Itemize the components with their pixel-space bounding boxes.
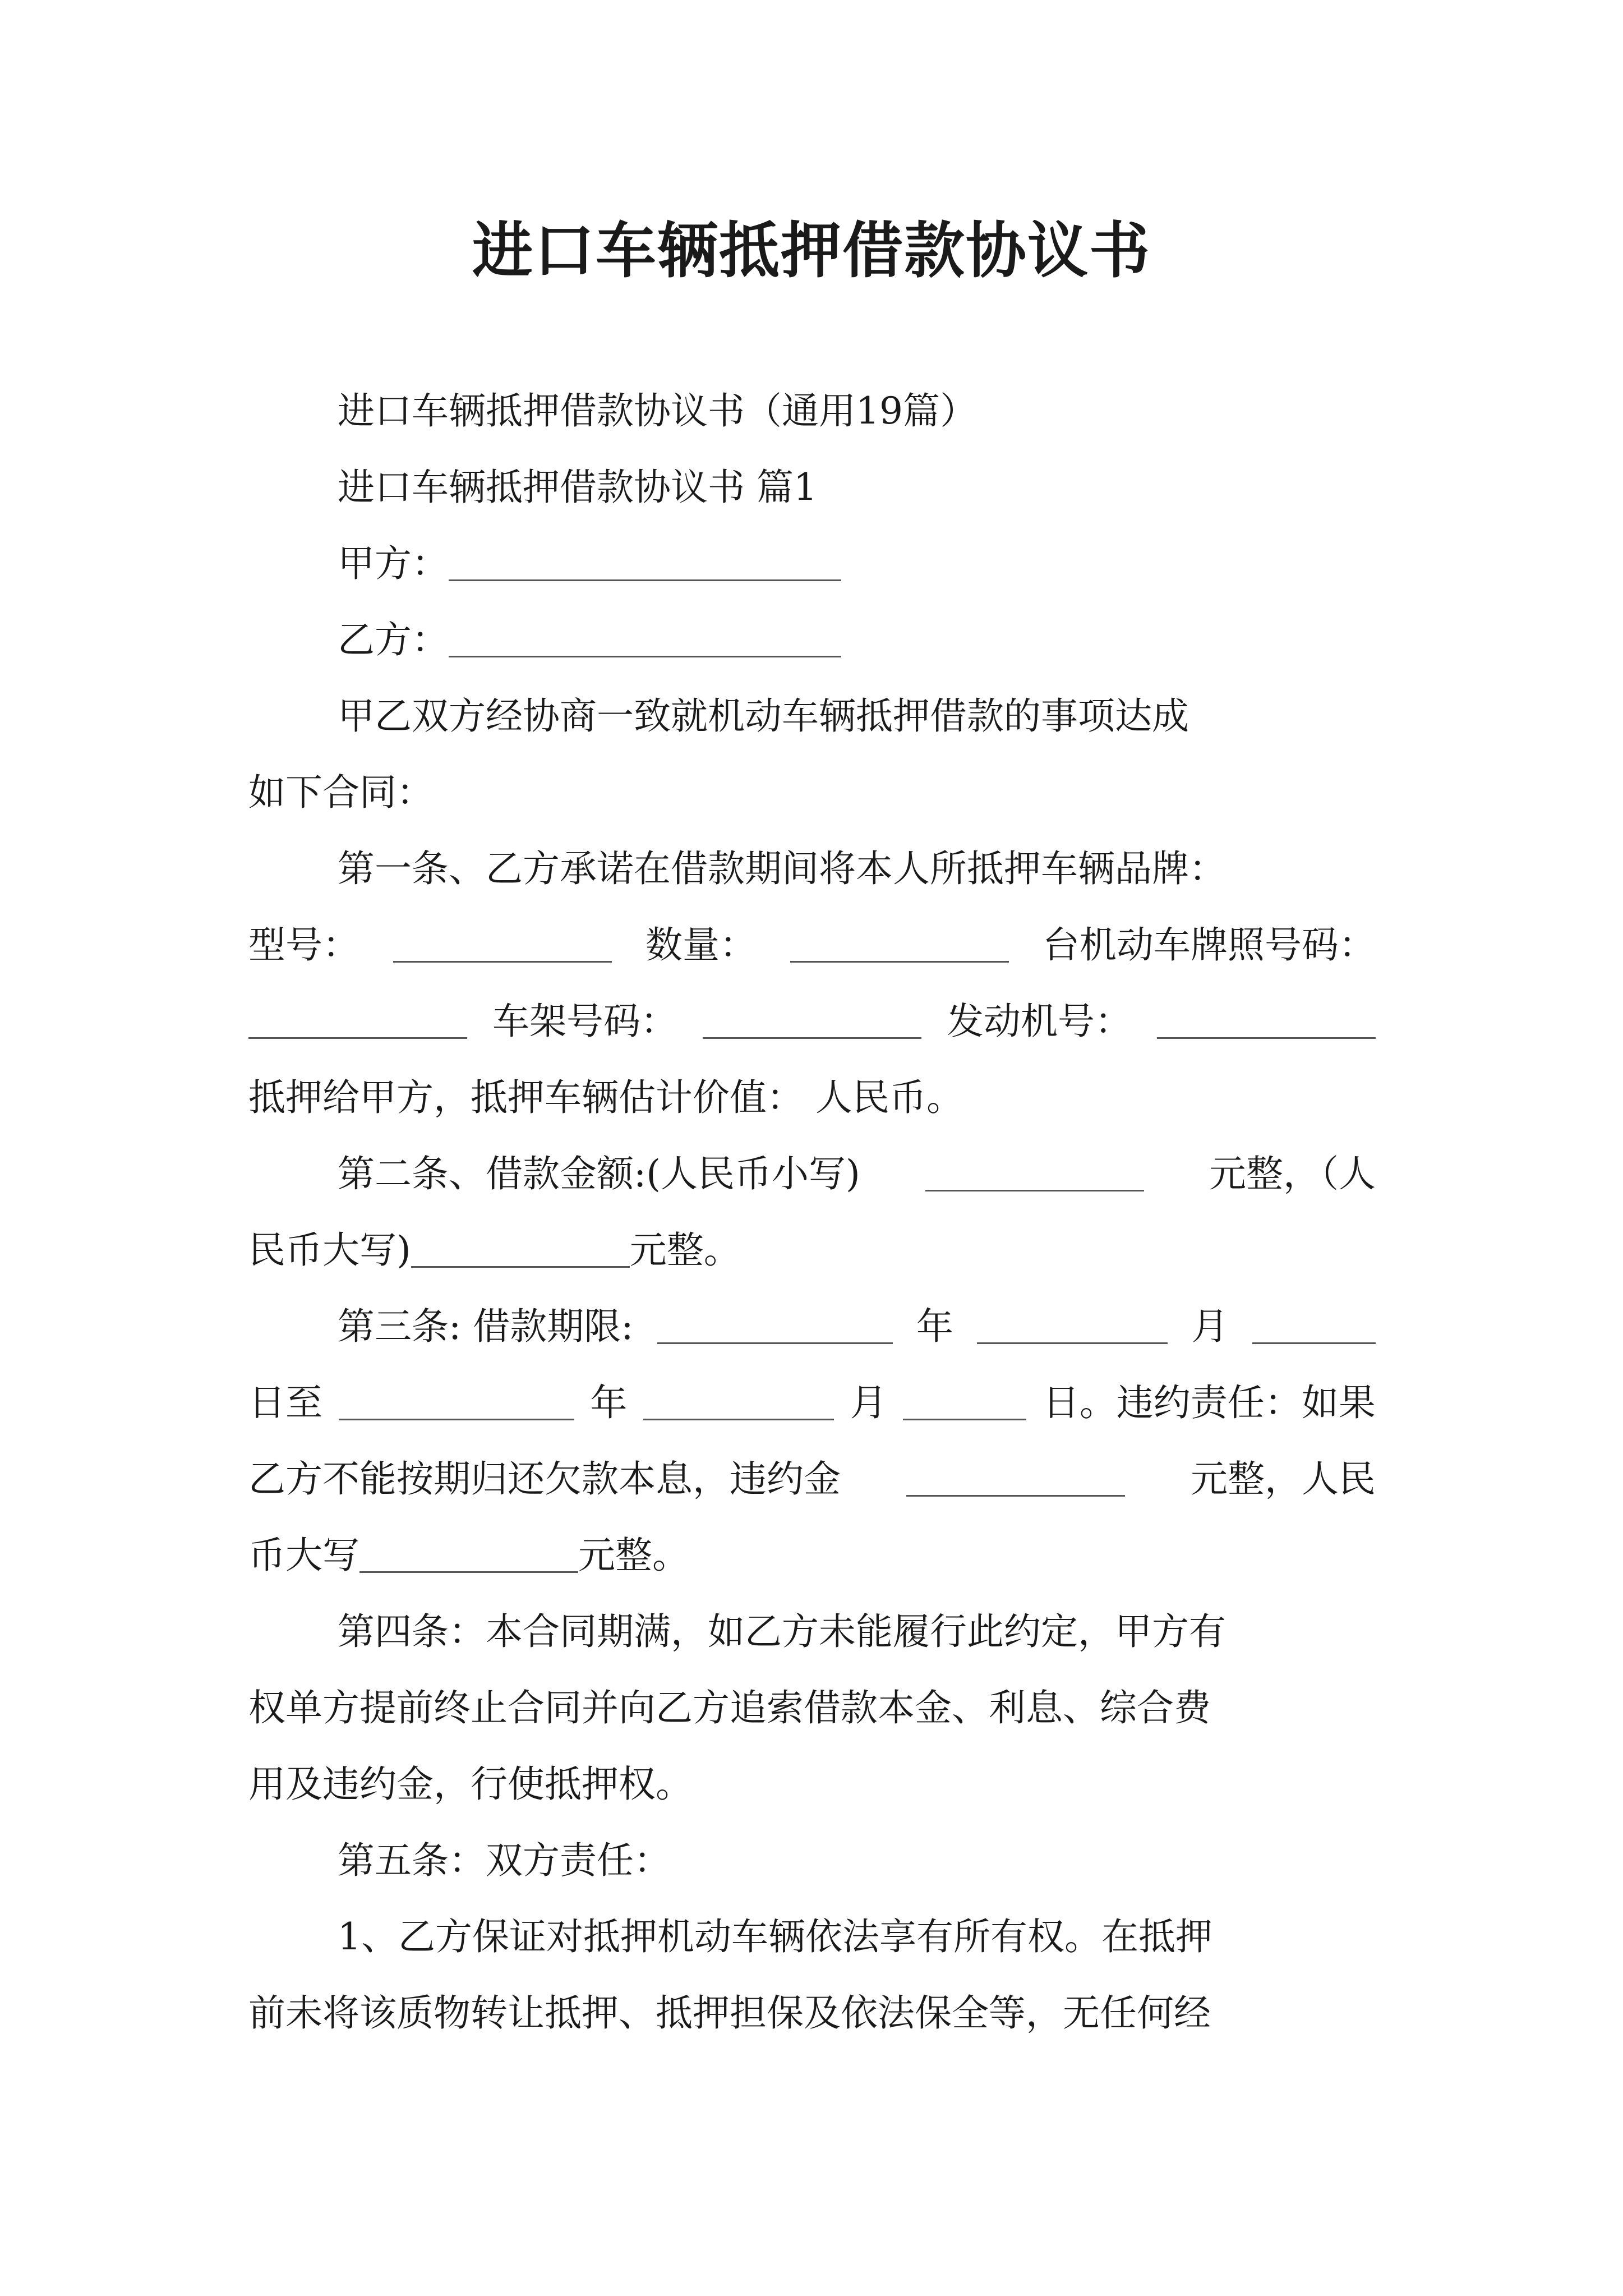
intro-line-1 [338,678,1376,754]
end-month-blank[interactable] [643,1386,834,1420]
article2-text-4: 元整。 [629,1228,741,1272]
article5-item1-line-2 [248,1975,1376,2051]
start-day-blank[interactable] [1252,1309,1376,1344]
plate-blank[interactable] [248,1004,467,1039]
article3-text-4a: 币大写 [248,1534,359,1577]
party-a-blank[interactable] [449,546,841,581]
subtitle-text: 进口车辆抵押借款协议书（通用19篇） [338,389,977,432]
intro-text-2: 如下合同： [248,771,434,814]
section-heading [338,449,1376,526]
article2-text-3: 民币大写) [248,1228,411,1272]
article5-heading [338,1823,1376,1899]
article3-text-3a: 乙方不能按期归还欠款本息，违约金 [248,1457,841,1501]
day-to-label: 日至 [248,1381,322,1424]
end-day-blank[interactable] [903,1386,1026,1420]
party-b-blank[interactable] [449,623,841,657]
article4-text-3: 用及违约金，行使抵押权。 [248,1763,693,1806]
quantity-label: 数量： [645,923,757,967]
article1-text-1: 第一条、乙方承诺在借款期间将本人所抵押车辆品牌： [338,847,1226,890]
article3-text-4b: 元整。 [578,1534,689,1577]
month-label-1: 月 [1191,1305,1229,1348]
article2-text-2: 元整，（人 [1209,1152,1376,1195]
end-year-blank[interactable] [339,1386,574,1420]
year-label-1: 年 [916,1305,954,1348]
engine-blank[interactable] [1157,1004,1376,1039]
start-year-blank[interactable] [657,1309,893,1344]
article2-text-1: 第二条、借款金额:(人民币小写) [338,1152,860,1195]
article1-line-3 [248,983,1376,1060]
article5-heading-text: 第五条：双方责任： [338,1839,671,1882]
document-title: 进口车辆抵押借款协议书 [472,215,1151,286]
day-end-text: 日。违约责任：如果 [1042,1381,1376,1424]
article3-line-3 [248,1441,1376,1517]
quantity-blank[interactable] [790,928,1009,963]
article3-text-1: 第三条: 借款期限: [338,1305,634,1348]
article4-text-2: 权单方提前终止合同并向乙方追索借款本金、利息、综合费 [248,1686,1211,1729]
article1-text-4: 抵押给甲方，抵押车辆估计价值： 人民币。 [248,1076,963,1119]
article4-line-2 [248,1670,1376,1746]
party-b-row [338,602,1376,678]
article3-line-4 [248,1517,1376,1594]
model-blank[interactable] [393,928,612,963]
engine-label: 发动机号： [947,1000,1132,1043]
article4-line-3 [248,1746,1376,1823]
article4-line-1 [338,1594,1376,1670]
document-subtitle [338,373,1376,449]
start-month-blank[interactable] [977,1309,1168,1344]
article3-text-3b: 元整，人民 [1191,1457,1376,1501]
article5-item1-text-2: 前未将该质物转让抵押、抵押担保及依法保全等，无任何经 [248,1991,1211,2035]
article3-line-2 [248,1365,1376,1441]
frame-blank[interactable] [703,1004,921,1039]
penalty-upper-blank[interactable] [359,1538,578,1573]
loan-amount-lower-blank[interactable] [925,1157,1144,1191]
party-a-label: 甲方： [338,542,449,585]
article1-line-4 [248,1060,1376,1136]
intro-line-2 [248,754,1376,831]
intro-text-1: 甲乙双方经协商一致就机动车辆抵押借款的事项达成 [338,694,1189,738]
article4-text-1: 第四条：本合同期满，如乙方未能履行此约定，甲方有 [338,1610,1226,1653]
loan-amount-upper-blank[interactable] [411,1233,630,1268]
article3-line-1 [338,1289,1376,1365]
article5-item1-line-1 [338,1899,1376,1975]
month-label-2: 月 [850,1381,887,1424]
section-heading-text: 进口车辆抵押借款协议书 篇1 [338,466,817,509]
frame-label: 车架号码： [492,1000,677,1043]
article5-item1-text-1: 1、乙方保证对抵押机动车辆依法享有所有权。在抵押 [338,1915,1212,1958]
article2-line-2 [248,1212,1376,1289]
model-label: 型号： [248,923,359,967]
penalty-blank[interactable] [906,1462,1125,1497]
plate-label: 台机动车牌照号码： [1043,923,1376,967]
article2-line-1 [338,1136,1376,1212]
article1-line-2 [248,907,1376,983]
article1-line-1 [338,831,1376,907]
party-a-row [338,526,1376,602]
party-b-label: 乙方： [338,618,449,661]
year-label-2: 年 [590,1381,628,1424]
